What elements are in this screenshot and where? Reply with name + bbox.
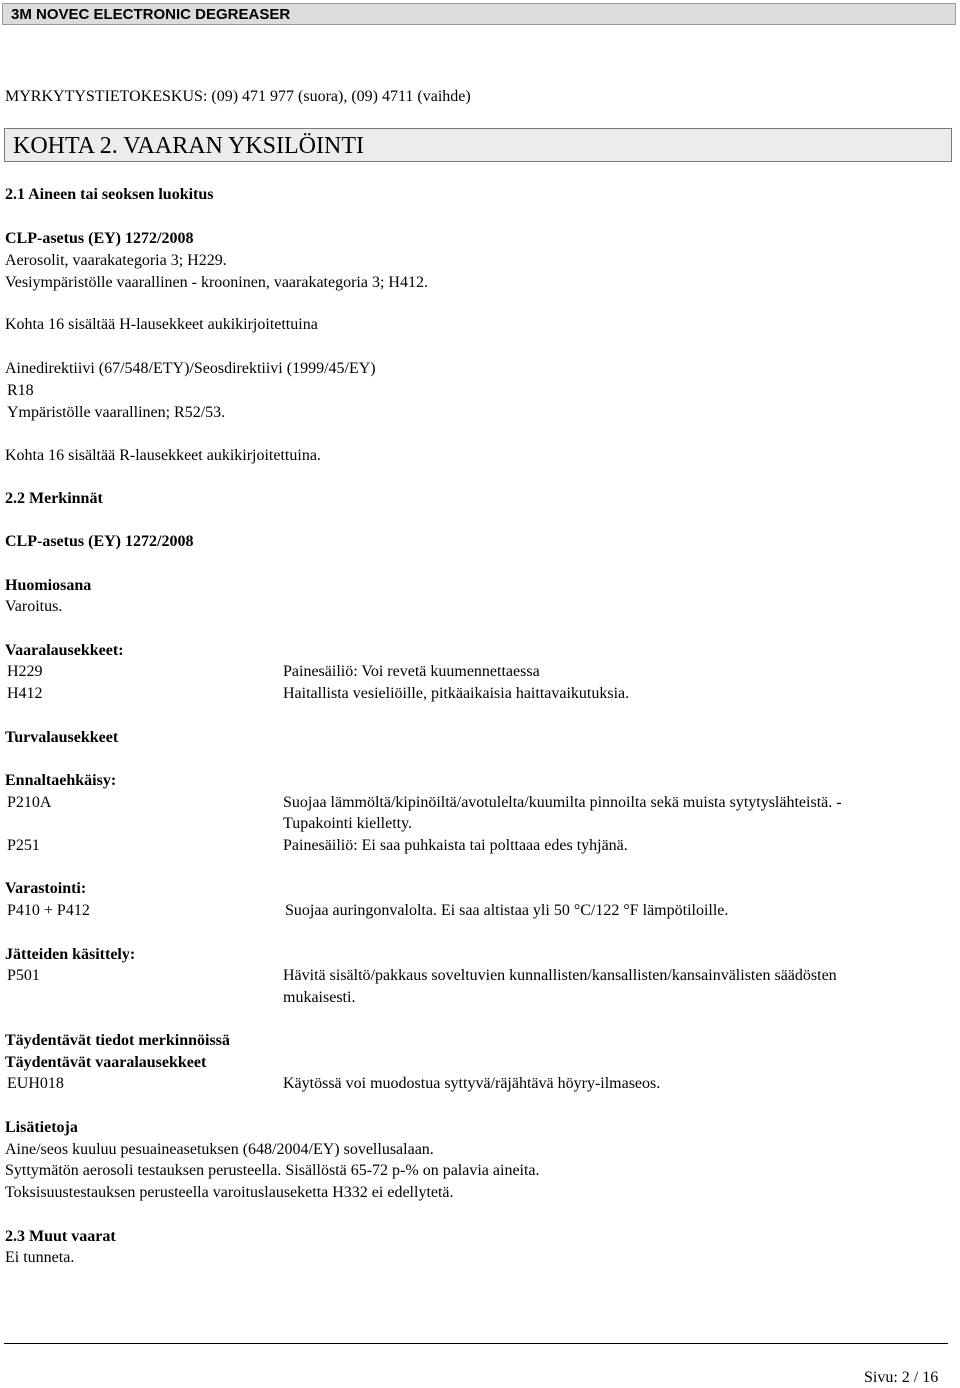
supplemental-info-heading: Täydentävät tiedot merkinnöissä [5, 1032, 230, 1049]
page-number: Sivu: 2 / 16 [864, 1369, 939, 1386]
precaution-text: mukaisesti. [283, 989, 356, 1006]
clp-heading: CLP-asetus (EY) 1272/2008 [5, 533, 194, 550]
other-hazards-text: Ei tunneta. [5, 1249, 75, 1266]
precaution-text: Hävitä sisältö/pakkaus soveltuvien kunnallisten/kansallisten/kansainvälisten säädösten [283, 967, 837, 984]
directive-line: Ympäristölle vaarallinen; R52/53. [7, 404, 226, 421]
directive-line: R18 [7, 382, 34, 399]
disposal-heading: Jätteiden käsittely: [5, 946, 136, 963]
precaution-text: Suojaa lämmöltä/kipinöiltä/avotulelta/kuumilta pinnoilta sekä muista sytytyslähteistä. - [283, 794, 842, 811]
subsection-2-1-heading: 2.1 Aineen tai seoksen luokitus [5, 186, 214, 203]
precaution-text: Suojaa auringonvalolta. Ei saa altistaa yli 50 °C/122 °F lämpötiloille. [285, 902, 729, 919]
clp-line: Aerosolit, vaarakategoria 3; H229. [5, 252, 227, 269]
precaution-code: P501 [7, 967, 40, 984]
directive-heading: Ainedirektiivi (67/548/ETY)/Seosdirektiivi (1999/45/EY) [5, 360, 376, 377]
footer-divider [4, 1343, 948, 1344]
supplemental-hazard-heading: Täydentävät vaaralausekkeet [5, 1054, 207, 1071]
subsection-2-3-heading: 2.3 Muut vaarat [5, 1228, 116, 1245]
hazard-text: Haitallista vesieliöille, pitkäaikaisia haittavaikutuksia. [283, 685, 630, 702]
storage-heading: Varastointi: [5, 880, 87, 897]
clp-heading: CLP-asetus (EY) 1272/2008 [5, 230, 194, 247]
additional-info-line: Aine/seos kuuluu pesuaineasetuksen (648/2004/EY) sovellusalaan. [5, 1141, 434, 1158]
poison-center-info: MYRKYTYSTIETOKESKUS: (09) 471 977 (suora), (09) 4711 (vaihde) [5, 88, 471, 105]
additional-info-line: Toksisuustestauksen perusteella varoituslauseketta H332 ei edellytetä. [5, 1184, 454, 1201]
supplemental-text: Käytössä voi muodostua syttyvä/räjähtävä höyry-ilmaseos. [283, 1075, 661, 1092]
supplemental-code: EUH018 [7, 1075, 64, 1092]
document-title: 3M NOVEC ELECTRONIC DEGREASER [11, 6, 291, 23]
hazard-text: Painesäiliö: Voi revetä kuumennettaessa [283, 663, 540, 680]
precaution-code: P410 + P412 [7, 902, 90, 919]
precaution-code: P251 [7, 837, 40, 854]
precaution-text: Painesäiliö: Ei saa puhkaista tai polttaaa edes tyhjänä. [283, 837, 628, 854]
hazard-statements-heading: Vaaralausekkeet: [5, 642, 124, 659]
prevention-heading: Ennaltaehkäisy: [5, 772, 117, 789]
section-header [4, 128, 952, 162]
hazard-code: H229 [7, 663, 43, 680]
precaution-text: Tupakointi kielletty. [283, 815, 413, 832]
precaution-code: P210A [7, 794, 52, 811]
precautionary-statements-heading: Turvalausekkeet [5, 729, 119, 746]
clp-line: Vesiympäristölle vaarallinen - krooninen, vaarakategoria 3; H412. [5, 274, 428, 291]
document-header [2, 3, 956, 25]
clp-note: Kohta 16 sisältää H-lausekkeet aukikirjoitettuina [5, 316, 318, 333]
directive-note: Kohta 16 sisältää R-lausekkeet aukikirjoitettuina. [5, 447, 321, 464]
section-title: KOHTA 2. VAARAN YKSILÖINTI [13, 133, 364, 159]
hazard-code: H412 [7, 685, 43, 702]
signal-word: Varoitus. [5, 598, 63, 615]
subsection-2-2-heading: 2.2 Merkinnät [5, 490, 103, 507]
additional-info-heading: Lisätietoja [5, 1119, 78, 1136]
signal-word-heading: Huomiosana [5, 577, 92, 594]
additional-info-line: Syttymätön aerosoli testauksen perusteella. Sisällöstä 65-72 p-% on palavia aineita. [5, 1162, 540, 1179]
